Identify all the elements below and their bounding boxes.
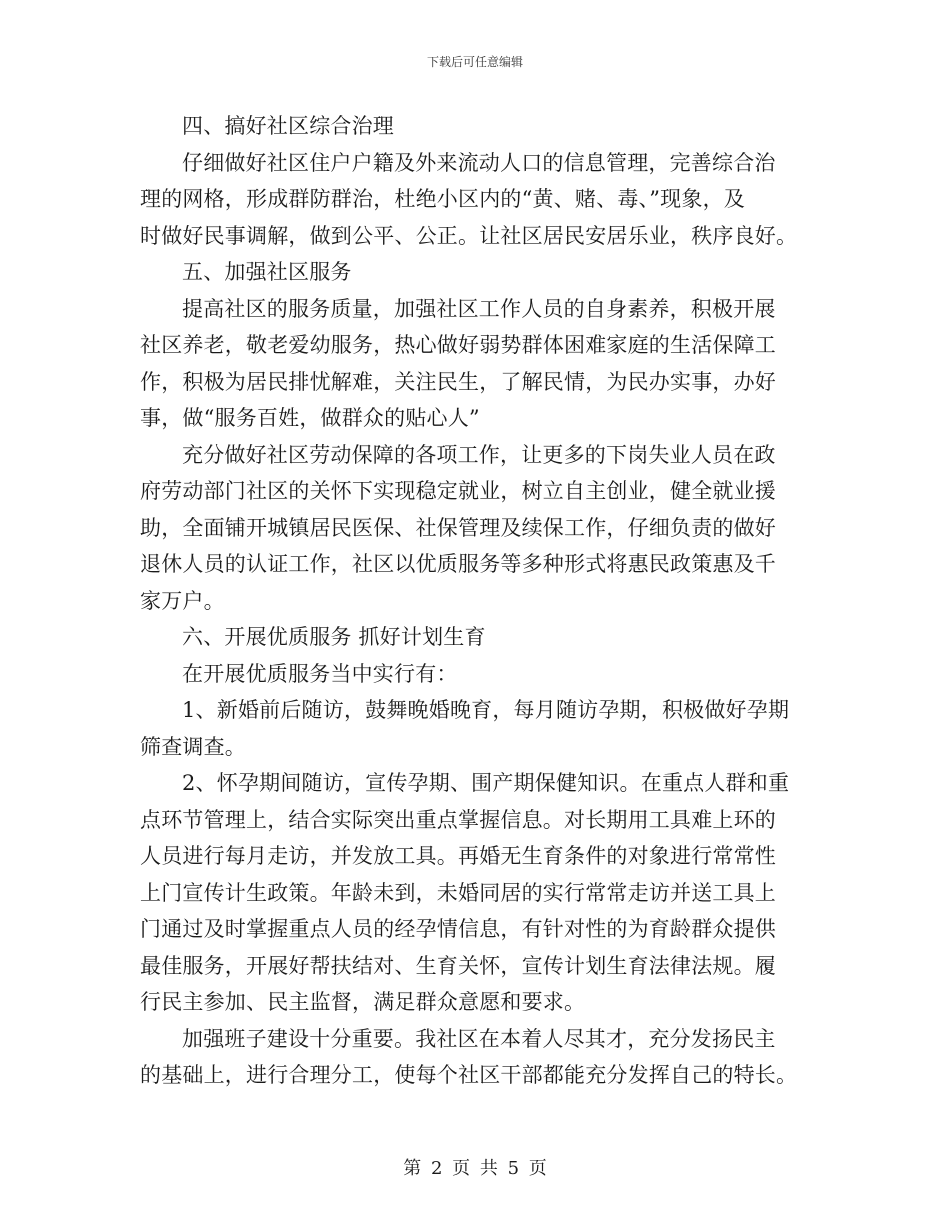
section-heading: 五、加强社区服务 (182, 260, 352, 284)
paragraph-line: 助，全面铺开城镇居民医保、社保管理及续保工作，仔细负责的做好 (140, 515, 776, 540)
list-item-line: 筛查调查。 (140, 734, 246, 759)
paragraph-line: 仔细做好社区住户户籍及外来流动人口的信息管理，完善综合治 (182, 150, 776, 175)
paragraph-line: 提高社区的服务质量，加强社区工作人员的自身素养，积极开展 (182, 296, 776, 321)
paragraph-line: 社区养老，敬老爱幼服务，热心做好弱势群体困难家庭的生活保障工 (140, 333, 776, 357)
list-item-line: 行民主参加、民主监督，满足群众意愿和要求。 (140, 990, 586, 1014)
list-item-line: 门通过及时掌握重点人员的经孕情信息，有针对性的为育龄群众提供 (140, 917, 776, 941)
paragraph-line: 府劳动部门社区的关怀下实现稳定就业，树立自主创业，健全就业援 (140, 479, 776, 503)
document-body (140, 108, 810, 1094)
paragraph-line: 理的网格，形成群防群治，杜绝小区内的“黄、赌、毒、”现象，及 (140, 187, 745, 211)
page-header: 下载后可任意编辑 (426, 55, 523, 69)
paragraph-line: 时做好民事调解，做到公平、公正。让社区居民安居乐业，秩序良好。 (140, 223, 798, 248)
paragraph-line: 充分做好社区劳动保障的各项工作，让更多的下岗失业人员在政 (182, 442, 776, 467)
section-heading: 六、开展优质服务 抓好计划生育 (182, 625, 486, 649)
paragraph-line: 退休人员的认证工作，社区以优质服务等多种形式将惠民政策惠及千 (140, 552, 776, 576)
paragraph-line: 加强班子建设十分重要。我社区在本着人尽其才，充分发扬民主 (182, 1026, 776, 1051)
paragraph-line: 在开展优质服务当中实行有： (182, 661, 458, 686)
paragraph-line: 的基础上，进行合理分工，使每个社区干部都能充分发挥自己的特长。 (140, 1063, 798, 1087)
list-item-line: 1、新婚前后随访，鼓舞晚婚晚育，每月随访孕期，积极做好孕期 (182, 698, 790, 722)
list-item-line: 最佳服务，开展好帮扶结对、生育关怀，宣传计划生育法律法规。履 (140, 953, 776, 978)
list-item-line: 人员进行每月走访，并发放工具。再婚无生育条件的对象进行常常性 (140, 844, 776, 868)
section-heading: 四、搞好社区综合治理 (182, 114, 394, 138)
paragraph-line: 作，积极为居民排忧解难，关注民生，了解民情，为民办实事，办好 (140, 369, 776, 394)
page-number-footer: 第 2 页 共 5 页 (403, 1158, 547, 1179)
list-item-line: 2、怀孕期间随访，宣传孕期、围产期保健知识。在重点人群和重 (182, 771, 790, 795)
paragraph-line: 事，做“服务百姓，做群众的贴心人” (140, 406, 480, 430)
list-item-line: 点环节管理上，结合实际突出重点掌握信息。对长期用工具难上环的 (140, 807, 776, 832)
paragraph-line: 家万户。 (140, 588, 225, 613)
list-item-line: 上门宣传计生政策。年龄未到，未婚同居的实行常常走访并送工具上 (140, 880, 776, 905)
